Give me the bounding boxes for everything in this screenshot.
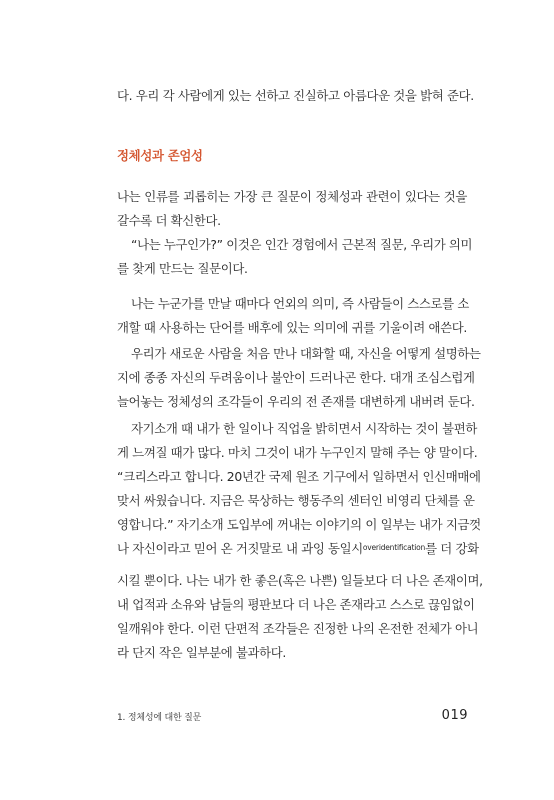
body-line: “크리스라고 합니다. 20년간 국제 원조 기구에서 일하면서 인신매매에 xyxy=(117,469,481,484)
body-line: 일깨워야 한다. 이런 단편적 조각들은 진정한 나의 온전한 전체가 아니 xyxy=(117,621,479,636)
body-line: 나는 인류를 괴롭히는 가장 큰 질문이 정체성과 관련이 있다는 것을 xyxy=(117,189,467,204)
body-line: 게 느껴질 때가 많다. 마치 그것이 내가 누구인지 말해 주는 양 말이다. xyxy=(117,445,478,460)
body-line: 다. 우리 각 사람에게 있는 선하고 진실하고 아름다운 것을 밝혀 준다. xyxy=(117,88,474,103)
body-line: 지에 종종 자신의 두려움이나 불안이 드러나곤 한다. 대개 조심스럽게 xyxy=(117,370,475,385)
body-line: 나는 누군가를 만날 때마다 언외의 의미, 즉 사람들이 스스로를 소 xyxy=(131,296,469,311)
body-line: 자기소개 때 내가 한 일이나 직업을 밝히면서 시작하는 것이 불편하 xyxy=(131,421,478,436)
body-line: 를 찾게 만드는 질문이다. xyxy=(117,261,248,276)
body-line: 늘어놓는 정체성의 조각들이 우리의 전 존재를 대변하게 내버려 둔다. xyxy=(117,394,475,409)
body-line: 개할 때 사용하는 단어를 배후에 있는 의미에 귀를 기울이려 애쓴다. xyxy=(117,320,467,335)
page-number: 019 xyxy=(441,708,468,723)
body-line-with-term xyxy=(117,541,479,559)
body-line-end: 를 더 강화 xyxy=(425,541,479,556)
body-line: 시킬 뿐이다. 나는 내가 한 좋은(혹은 나쁜) 일들보다 더 나은 존재이며, xyxy=(117,573,483,588)
body-line: 라 단지 작은 일부분에 불과하다. xyxy=(117,645,286,660)
body-line: 영합니다.” 자기소개 도입부에 꺼내는 이야기의 이 일부는 내가 지금껏 xyxy=(117,517,481,532)
body-line: “나는 누구인가?” 이것은 인간 경험에서 근본적 질문, 우리가 의미 xyxy=(131,237,473,252)
body-line: 맞서 싸웠습니다. 지금은 묵상하는 행동주의 센터인 비영리 단체를 운 xyxy=(117,493,475,508)
body-line: 우리가 새로운 사람을 처음 만나 대화할 때, 자신을 어떻게 설명하는 xyxy=(131,346,481,361)
footer-chapter-title: 1. 정체성에 대한 질문 xyxy=(117,713,202,723)
body-line: 갈수록 더 확신한다. xyxy=(117,213,221,228)
superscript-term: overidentification xyxy=(362,543,426,552)
section-heading: 정체성과 존엄성 xyxy=(117,148,203,163)
body-line-start: 나 자신이라고 믿어 온 거짓말로 내 과잉 동일시 xyxy=(117,541,363,556)
body-line: 내 업적과 소유와 남들의 평판보다 더 나은 존재라고 스스로 끊임없이 xyxy=(117,597,475,612)
